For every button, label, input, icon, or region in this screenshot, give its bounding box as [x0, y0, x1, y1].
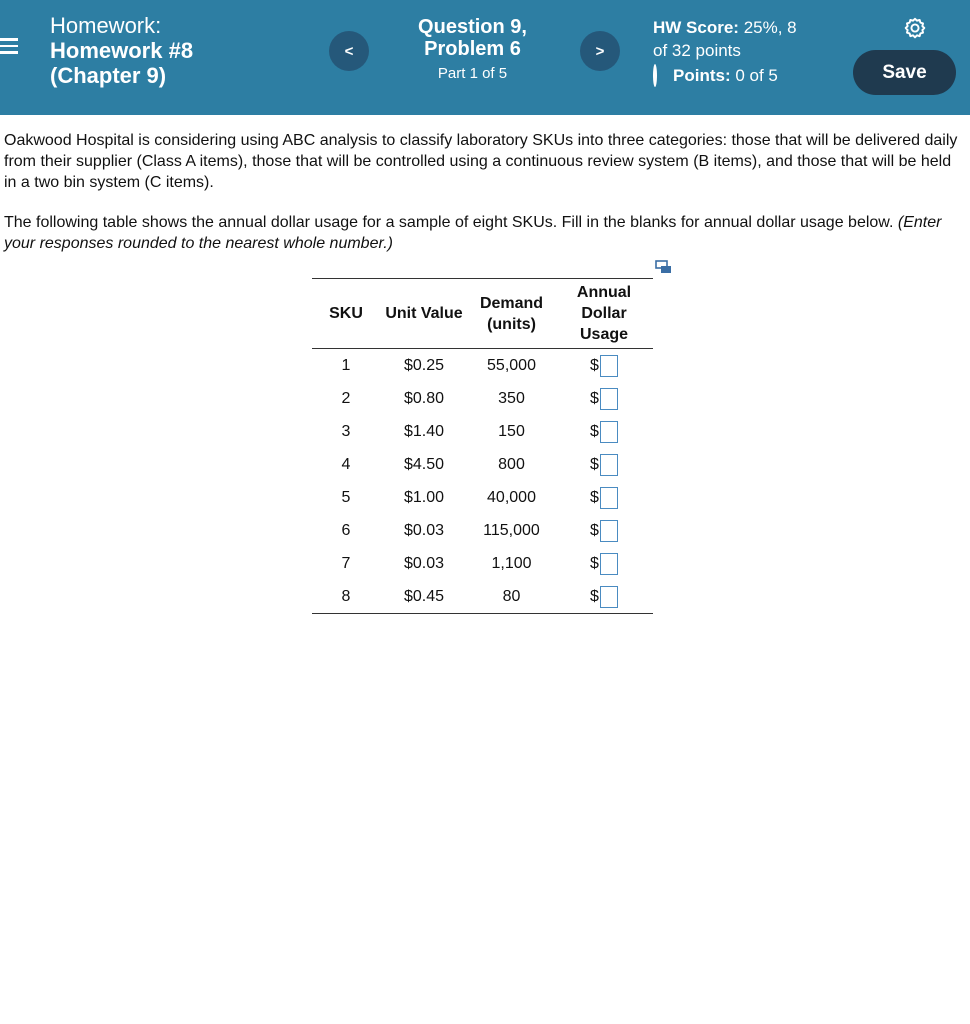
table-row [312, 349, 653, 383]
dollar-sign: $ [590, 488, 599, 506]
table-row [312, 448, 653, 481]
annual-usage-input[interactable] [600, 421, 618, 443]
header-demand-line1: Demand [479, 294, 544, 312]
header-unit-value: Unit Value [385, 305, 463, 322]
sku-cell: 7 [341, 554, 351, 572]
demand-cell: 80 [502, 587, 521, 605]
annual-usage-input[interactable] [600, 553, 618, 575]
table-row [312, 382, 653, 415]
homework-title-line2: Homework #8 [50, 38, 194, 63]
unit-value-cell: $0.03 [403, 521, 445, 539]
sku-cell: 8 [341, 587, 351, 605]
header-demand-line2: (units) [487, 315, 536, 333]
header-annual-line2: Dollar [581, 305, 627, 322]
annual-usage-input[interactable] [600, 487, 618, 509]
unit-value-cell: $4.50 [403, 455, 445, 473]
header-demand [468, 279, 555, 349]
problem-paragraph-2 [4, 212, 959, 254]
sku-cell: 4 [341, 455, 351, 473]
gear-icon[interactable] [902, 15, 928, 41]
annual-usage-cell [555, 382, 653, 415]
demand-cell: 115,000 [483, 521, 540, 539]
problem-paragraph-1: Oakwood Hospital is considering using ABC analysis to classify laboratory SKUs into three categories: those that will be delivered daily from their supplier (Class A items), those that will be controlled using a continuous review system (B items), and those that will be held in a two bin system (C items). [4, 132, 958, 191]
header-annual-usage [555, 279, 653, 349]
empty-circle-icon [653, 64, 657, 87]
problem-instructions: The following table shows the annual dollar usage for a sample of eight SKUs. Fill in the blanks for annual dollar usage below. [4, 214, 894, 231]
hamburger-menu-icon[interactable] [0, 38, 20, 56]
table-header-row [312, 279, 653, 349]
annual-usage-cell [555, 547, 653, 580]
table-row [312, 514, 653, 547]
homework-title-line3: (Chapter 9) [50, 63, 167, 88]
dollar-sign: $ [590, 356, 599, 374]
copy-icon[interactable] [655, 260, 672, 274]
demand-cell: 1,100 [491, 554, 532, 572]
unit-value-cell: $0.03 [403, 554, 445, 572]
dollar-sign: $ [590, 389, 599, 407]
top-bar [0, 0, 970, 115]
unit-value-cell: $0.45 [403, 587, 445, 605]
demand-cell: 55,000 [487, 356, 536, 374]
previous-question-button[interactable]: < [329, 31, 369, 71]
points-label: Points: [673, 66, 731, 85]
problem-statement [4, 130, 959, 254]
unit-value-cell: $0.25 [403, 356, 445, 374]
unit-value-cell: $1.40 [403, 422, 445, 440]
sku-cell: 1 [341, 356, 351, 374]
annual-usage-input[interactable] [600, 586, 618, 608]
demand-cell: 40,000 [487, 488, 536, 506]
sku-cell: 6 [341, 521, 351, 539]
table-row [312, 547, 653, 580]
annual-usage-cell [555, 580, 653, 614]
question-line2: Problem 6 [424, 38, 521, 60]
sku-table [312, 278, 653, 614]
header-annual-line3: Usage [579, 326, 629, 343]
hw-score [653, 16, 797, 87]
demand-cell: 150 [498, 422, 525, 440]
annual-usage-cell [555, 349, 653, 383]
dollar-sign: $ [590, 554, 599, 572]
sku-cell: 3 [341, 422, 351, 440]
table-row [312, 481, 653, 514]
homework-title [50, 13, 193, 88]
part-indicator: Part 1 of 5 [437, 65, 508, 82]
rounding-instruction: (Enter your responses rounded to the nearest whole number.) [4, 214, 942, 252]
annual-usage-input[interactable] [600, 454, 618, 476]
points-value: 0 of 5 [735, 66, 778, 85]
annual-usage-input[interactable] [600, 355, 618, 377]
annual-usage-cell [555, 448, 653, 481]
sku-table-container [312, 278, 653, 614]
header-annual-line1: Annual [576, 284, 632, 301]
sku-cell: 2 [341, 389, 351, 407]
annual-usage-input[interactable] [600, 520, 618, 542]
question-line1: Question 9, [418, 16, 527, 38]
demand-cell: 800 [498, 455, 525, 473]
sku-cell: 5 [341, 488, 351, 506]
save-button[interactable]: Save [853, 50, 956, 95]
hw-score-points: of 32 points [653, 41, 741, 60]
header-sku: SKU [329, 305, 363, 322]
dollar-sign: $ [590, 455, 599, 473]
dollar-sign: $ [590, 587, 599, 605]
next-question-button[interactable]: > [580, 31, 620, 71]
hw-score-label: HW Score: [653, 18, 739, 37]
hw-score-value: 25%, 8 [743, 18, 797, 37]
annual-usage-cell [555, 415, 653, 448]
unit-value-cell: $1.00 [403, 488, 445, 506]
homework-title-line1: Homework: [50, 13, 162, 38]
annual-usage-cell [555, 481, 653, 514]
question-indicator [395, 16, 550, 82]
table-row [312, 415, 653, 448]
dollar-sign: $ [590, 521, 599, 539]
annual-usage-cell [555, 514, 653, 547]
annual-usage-input[interactable] [600, 388, 618, 410]
unit-value-cell: $0.80 [403, 389, 445, 407]
table-row [312, 580, 653, 614]
demand-cell: 350 [498, 389, 525, 407]
dollar-sign: $ [590, 422, 599, 440]
